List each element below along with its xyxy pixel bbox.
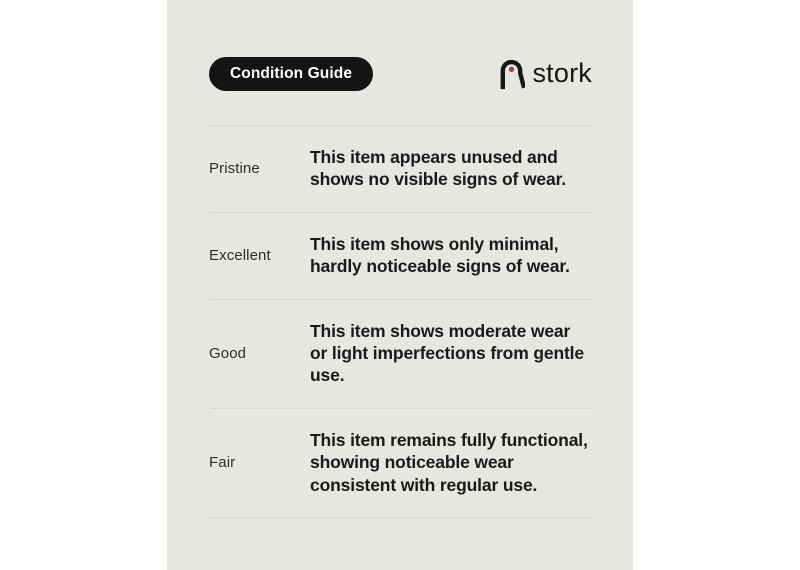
stork-logo [498, 59, 592, 90]
condition-guide-card [167, 0, 633, 570]
condition-description: This item remains fully functional, showing noticeable wear consistent with regular use. [310, 429, 588, 495]
condition-table [209, 125, 592, 518]
condition-guide-badge: Condition Guide [209, 57, 373, 91]
condition-label: Fair [209, 453, 236, 471]
card-header [209, 57, 592, 91]
condition-label: Pristine [209, 159, 260, 177]
condition-description: This item shows moderate wear or light imperfections from gentle use. [310, 320, 584, 386]
condition-description: This item shows only minimal, hardly noticeable signs of wear. [310, 233, 570, 277]
condition-description: This item appears unused and shows no visible signs of wear. [310, 147, 566, 190]
table-row-good [209, 299, 592, 408]
table-row-excellent [209, 212, 592, 299]
stork-bird-pin-icon [498, 59, 525, 90]
stork-wordmark: stork [532, 57, 592, 88]
condition-label: Good [209, 344, 247, 362]
table-row-pristine [209, 125, 592, 212]
table-row-fair [209, 408, 592, 518]
condition-label: Excellent [209, 246, 271, 264]
